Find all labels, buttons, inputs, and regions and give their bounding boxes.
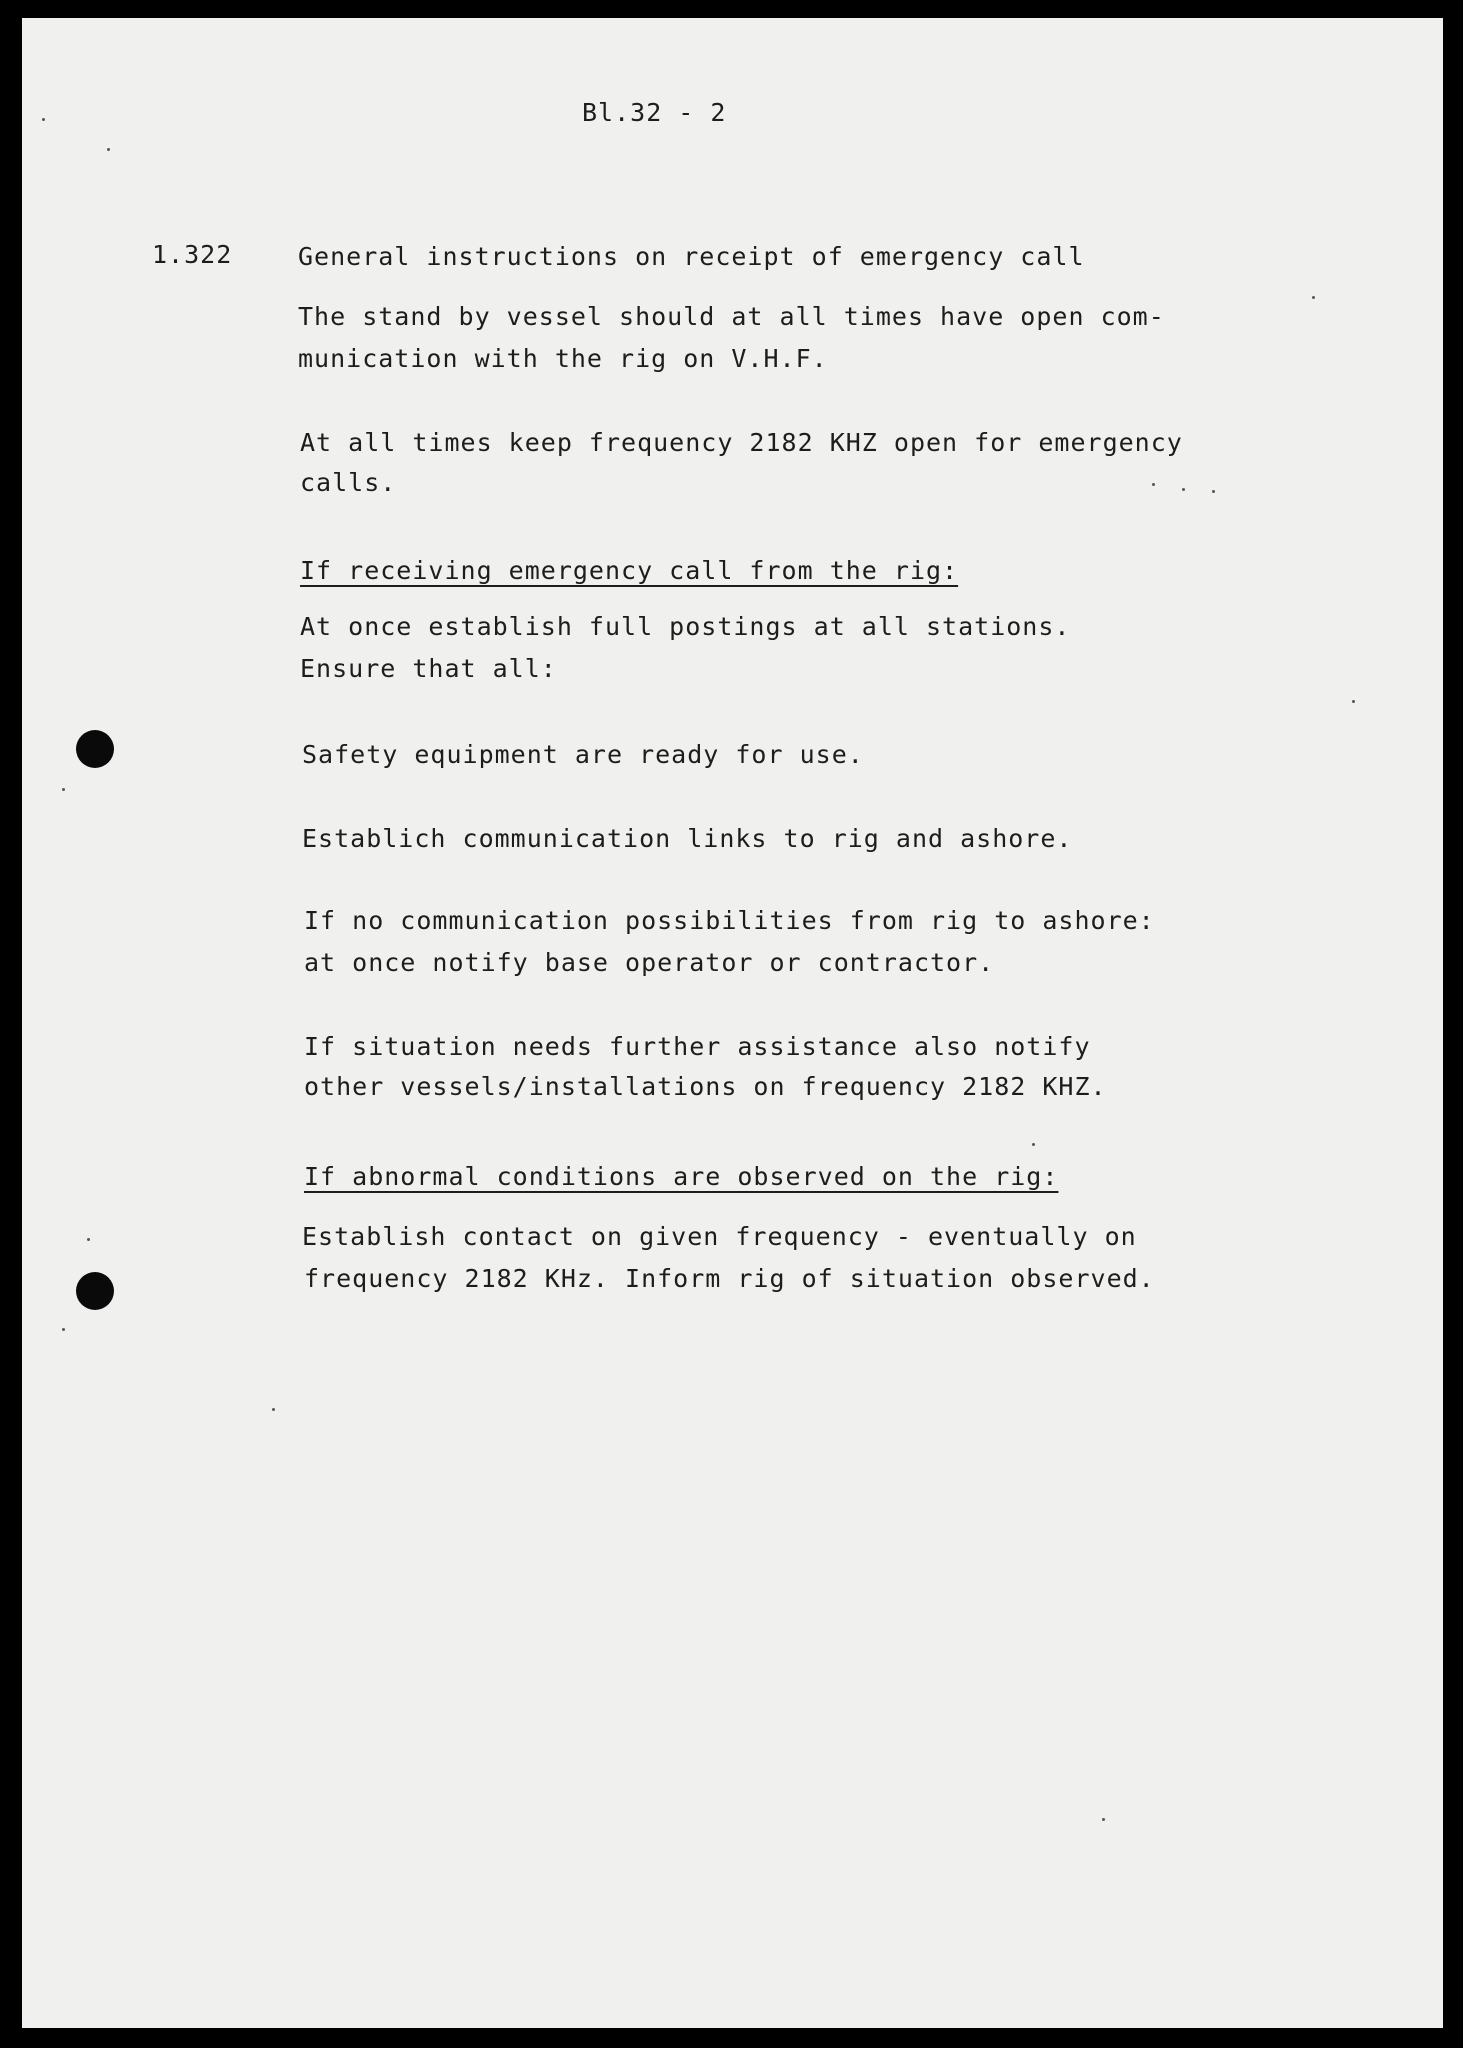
paragraph-line: Establish contact on given frequency - eventually on [302, 1222, 1137, 1251]
paragraph-line: At once establish full postings at all stations. [300, 612, 1071, 641]
scan-speck [1102, 1818, 1105, 1821]
scan-speck [1152, 483, 1155, 486]
paragraph-line: Establich communication links to rig and ashore. [302, 824, 1073, 853]
section-number: 1.322 [152, 240, 233, 269]
page-reference: Bl.32 - 2 [582, 98, 727, 127]
scan-speck [107, 148, 110, 151]
scan-speck [87, 1238, 90, 1241]
paragraph-line: The stand by vessel should at all times have open com- [298, 302, 1165, 331]
paragraph-line: other vessels/installations on frequency 2182 KHZ. [304, 1072, 1107, 1101]
scan-speck [1312, 296, 1315, 299]
subheading-abnormal-conditions: If abnormal conditions are observed on the rig: [304, 1162, 1059, 1191]
paragraph-line: If no communication possibilities from rig to ashore: [304, 906, 1155, 935]
scan-speck [1182, 488, 1185, 491]
punch-hole [76, 1272, 114, 1310]
scan-speck [1032, 1143, 1035, 1146]
punch-hole [76, 730, 114, 768]
section-title: General instructions on receipt of emergency call [298, 242, 1085, 271]
scan-speck [62, 1328, 65, 1331]
subheading-receiving-call: If receiving emergency call from the rig: [300, 556, 959, 585]
scan-speck [1212, 490, 1215, 493]
paragraph-line: Ensure that all: [300, 654, 557, 683]
document-page [22, 18, 1443, 2028]
paragraph-line: At all times keep frequency 2182 KHZ open for emergency [300, 428, 1183, 457]
paragraph-line: calls. [300, 468, 397, 497]
scan-speck [1352, 700, 1355, 703]
paragraph-line: munication with the rig on V.H.F. [298, 344, 828, 373]
paragraph-line: frequency 2182 KHz. Inform rig of situation observed. [304, 1264, 1155, 1293]
scan-speck [272, 1408, 275, 1411]
paragraph-line: at once notify base operator or contractor. [304, 948, 995, 977]
paragraph-line: If situation needs further assistance also notify [304, 1032, 1091, 1061]
scan-speck [42, 118, 45, 121]
scan-speck [62, 788, 65, 791]
paragraph-line: Safety equipment are ready for use. [302, 740, 864, 769]
